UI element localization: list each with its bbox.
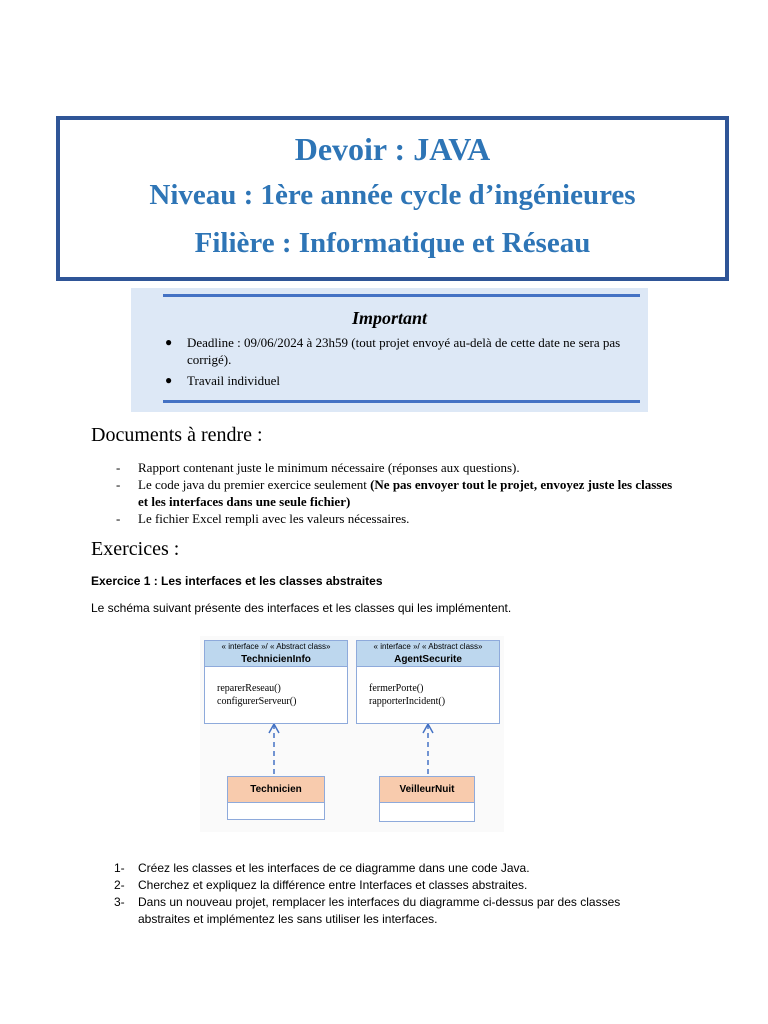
list-item: - Le fichier Excel rempli avec les valeurs nécessaires. xyxy=(116,511,410,526)
title-box xyxy=(56,116,729,281)
questions-list xyxy=(114,860,674,928)
bullet-icon: ● xyxy=(165,335,173,349)
divider xyxy=(163,400,640,403)
document-title: Devoir : JAVA xyxy=(294,131,491,167)
documents-list xyxy=(116,459,676,527)
bullet-icon: ● xyxy=(165,373,173,387)
dash-icon: - xyxy=(116,477,121,492)
list-item: 3- Dans un nouveau projet, remplacer les interfaces du diagramme ci-dessus par des classes abstraites et implémentez les sans utiliser les interfaces. xyxy=(114,895,621,926)
uml-diagram xyxy=(200,636,504,832)
list-item: - Rapport contenant juste le minimum nécessaire (réponses aux questions). xyxy=(116,460,520,475)
class-name: Technicien xyxy=(228,777,324,803)
list-item: 1- Créez les classes et les interfaces de ce diagramme dans une code Java. xyxy=(114,861,530,875)
important-list xyxy=(165,334,637,393)
question-number: 1- xyxy=(114,861,125,875)
list-item: ● Deadline : 09/06/2024 à 23h59 (tout projet envoyé au-delà de cette date ne sera pas corrigé). xyxy=(165,335,621,367)
uml-interface-technicieninfo xyxy=(204,640,348,724)
list-item: ● Travail individuel xyxy=(165,373,281,388)
stereotype-label: « interface »/ « Abstract class» xyxy=(373,642,483,651)
question-number: 2- xyxy=(114,878,125,892)
documents-heading: Documents à rendre : xyxy=(91,424,263,446)
branch-line: Filière : Informatique et Réseau xyxy=(194,227,591,259)
list-item: 2- Cherchez et expliquez la différence entre Interfaces et classes abstraites. xyxy=(114,878,528,892)
important-title: Important xyxy=(351,308,428,328)
method-label: reparerReseau() xyxy=(217,683,281,694)
stereotype-label: « interface »/ « Abstract class» xyxy=(221,642,331,651)
uml-class-technicien xyxy=(227,776,325,820)
method-label: fermerPorte() xyxy=(369,683,424,694)
list-item: - Le code java du premier exercice seulement (Ne pas envoyer tout le projet, envoyez juste les classes et les interfaces dans une seule fichier) xyxy=(116,477,673,509)
important-box xyxy=(131,288,648,412)
dash-icon: - xyxy=(116,511,121,526)
exercises-heading: Exercices : xyxy=(91,538,180,560)
question-number: 3- xyxy=(114,895,125,909)
class-name: VeilleurNuit xyxy=(380,777,474,803)
dash-icon: - xyxy=(116,460,121,475)
uml-interface-agentsecurite xyxy=(356,640,500,724)
uml-class-veilleurnuit xyxy=(379,776,475,822)
exercise1-intro: Le schéma suivant présente des interfaces et les classes qui les implémentent. xyxy=(91,601,512,615)
level-line: Niveau : 1ère année cycle d’ingénieures xyxy=(149,179,636,211)
exercise1-title: Exercice 1 : Les interfaces et les classes abstraites xyxy=(91,574,383,588)
interface-name: TechnicienInfo xyxy=(241,654,311,665)
method-label: configurerServeur() xyxy=(217,696,297,707)
method-label: rapporterIncident() xyxy=(369,696,446,707)
divider xyxy=(163,294,640,297)
interface-name: AgentSecurite xyxy=(394,654,462,665)
